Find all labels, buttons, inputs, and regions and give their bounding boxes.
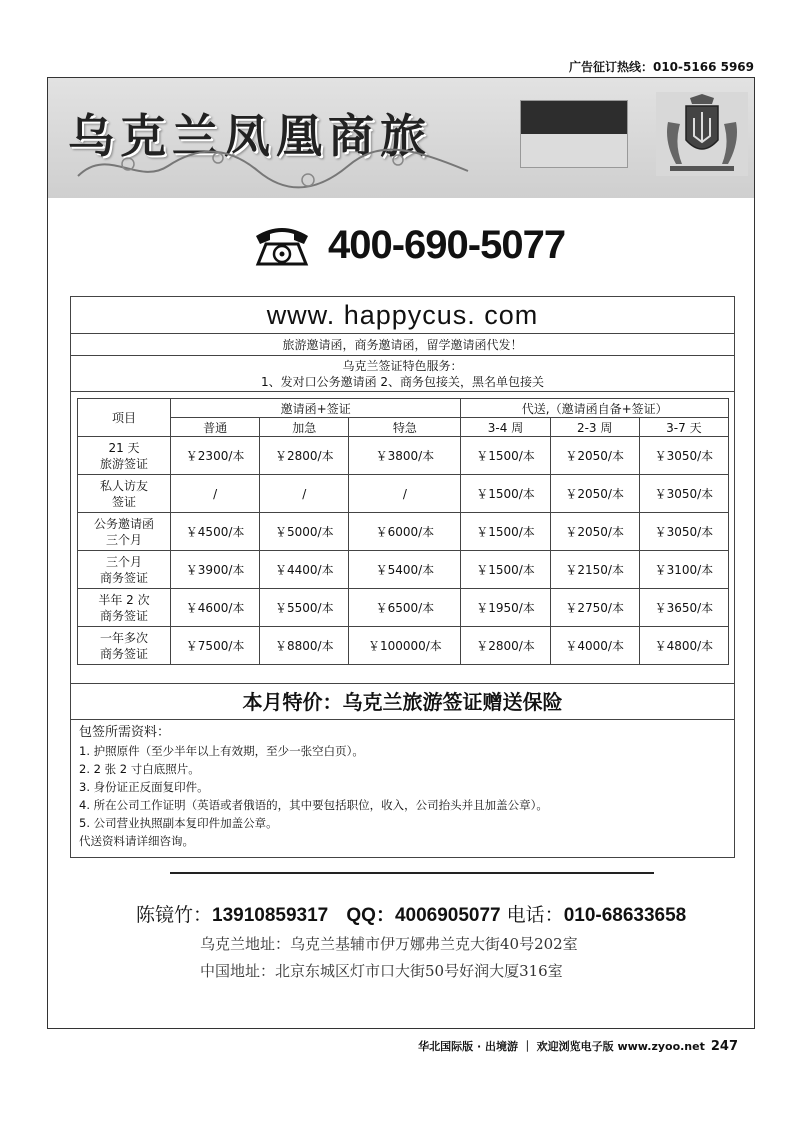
price-cell: ￥6000/本 — [349, 513, 461, 551]
price-cell: ￥3050/本 — [639, 475, 728, 513]
table-subheader: 3-7 天 — [639, 418, 728, 437]
features-items: 1、发对口公务邀请函 2、商务包接关，黑名单包接关 — [260, 375, 545, 389]
table-header-group-delivery: 代送,（邀请函自备+签证） — [461, 399, 729, 418]
special-offer: 本月特价：乌克兰旅游签证赠送保险 — [71, 684, 734, 720]
docs-item: 3. 身份证正反面复印件。 — [79, 780, 209, 794]
price-cell: ￥3050/本 — [639, 437, 728, 475]
price-cell: / — [260, 475, 349, 513]
row-label: 三个月 商务签证 — [78, 551, 171, 589]
table-row — [78, 589, 729, 627]
table-subheader: 加急 — [260, 418, 349, 437]
price-cell: ￥6500/本 — [349, 589, 461, 627]
price-cell: ￥1500/本 — [461, 513, 550, 551]
price-table-wrap — [71, 392, 734, 684]
table-row — [78, 627, 729, 665]
docs-item: 4. 所在公司工作证明（英语或者俄语的，其中要包括职位，收入，公司抬头并且加盖公章）。 — [79, 798, 548, 812]
price-cell: ￥1500/本 — [461, 551, 550, 589]
table-row — [78, 475, 729, 513]
row-label: 21 天 旅游签证 — [78, 437, 171, 475]
info-box — [70, 296, 735, 858]
row-label: 半年 2 次 商务签证 — [78, 589, 171, 627]
banner-title: 乌克兰凤凰商旅 — [68, 109, 432, 163]
price-cell: ￥4000/本 — [550, 627, 639, 665]
table-subheader: 2-3 周 — [550, 418, 639, 437]
price-cell: ￥2050/本 — [550, 513, 639, 551]
price-cell: ￥5500/本 — [260, 589, 349, 627]
price-cell: ￥3100/本 — [639, 551, 728, 589]
contact-line — [136, 900, 686, 927]
hotline-number[interactable]: 400-690-5077 — [328, 222, 566, 267]
footer-text: 华北国际版 · 出境游 ｜ 欢迎浏览电子版 www.zyoo.net — [418, 1040, 705, 1053]
page-footer — [418, 1038, 738, 1054]
price-cell: ￥1500/本 — [461, 475, 550, 513]
price-cell: ￥3800/本 — [349, 437, 461, 475]
flourish-ornament-icon — [68, 136, 488, 196]
price-cell: ￥2300/本 — [171, 437, 260, 475]
row-label: 私人访友 签证 — [78, 475, 171, 513]
china-address: 中国地址：北京东城区灯市口大街50号好润大厦316室 — [200, 962, 563, 980]
contact-qq[interactable]: 4006905077 — [394, 905, 501, 926]
price-cell: / — [349, 475, 461, 513]
website-url[interactable]: www. happycus. com — [71, 297, 734, 334]
price-cell: ￥3650/本 — [639, 589, 728, 627]
table-subheader: 普通 — [171, 418, 260, 437]
price-cell: ￥2800/本 — [260, 437, 349, 475]
price-cell: ￥8800/本 — [260, 627, 349, 665]
telephone-icon — [252, 222, 312, 268]
table-subheader: 特急 — [349, 418, 461, 437]
row-label: 一年多次 商务签证 — [78, 627, 171, 665]
price-cell: ￥1950/本 — [461, 589, 550, 627]
coat-of-arms-icon — [656, 92, 748, 176]
price-cell: ￥4400/本 — [260, 551, 349, 589]
services-line: 旅游邀请函，商务邀请函，留学邀请函代发！ — [71, 334, 734, 356]
price-cell: ￥5000/本 — [260, 513, 349, 551]
price-cell: ￥2050/本 — [550, 437, 639, 475]
docs-item: 2. 2 张 2 寸白底照片。 — [79, 762, 200, 776]
features-block — [71, 356, 734, 392]
contact-tel[interactable]: 010-68633658 — [563, 905, 687, 926]
price-cell: ￥7500/本 — [171, 627, 260, 665]
price-cell: ￥4800/本 — [639, 627, 728, 665]
table-row — [78, 513, 729, 551]
ad-hotline: 广告征订热线：010-5166 5969 — [568, 60, 754, 74]
docs-item: 代送资料请详细咨询。 — [79, 834, 194, 848]
price-cell: ￥5400/本 — [349, 551, 461, 589]
price-table — [77, 398, 729, 665]
contact-qq-label: QQ： — [346, 905, 395, 926]
price-cell: ￥4500/本 — [171, 513, 260, 551]
page-number: 247 — [710, 1039, 738, 1054]
contact-name-label: 陈镜竹： — [136, 904, 213, 926]
price-cell: ￥100000/本 — [349, 627, 461, 665]
divider-line — [170, 872, 654, 874]
contact-mobile[interactable]: 13910859317 — [212, 905, 329, 926]
ukraine-flag-icon — [520, 100, 628, 168]
docs-item: 1. 护照原件（至少半年以上有效期，至少一张空白页）。 — [79, 744, 364, 758]
row-label: 公务邀请函 三个月 — [78, 513, 171, 551]
price-cell: ￥2150/本 — [550, 551, 639, 589]
table-subheader: 3-4 周 — [461, 418, 550, 437]
table-row — [78, 551, 729, 589]
price-cell: ￥2750/本 — [550, 589, 639, 627]
ukraine-address: 乌克兰地址：乌克兰基辅市伊万娜弗兰克大街40号202室 — [200, 935, 578, 953]
table-header-item: 项目 — [78, 399, 171, 437]
price-cell: ￥3050/本 — [639, 513, 728, 551]
table-header-group-invitation: 邀请函+签证 — [171, 399, 461, 418]
price-cell: ￥1500/本 — [461, 437, 550, 475]
price-cell: ￥3900/本 — [171, 551, 260, 589]
price-cell: ￥2800/本 — [461, 627, 550, 665]
required-docs — [71, 720, 734, 854]
docs-item: 5. 公司营业执照副本复印件加盖公章。 — [79, 816, 278, 830]
price-cell: / — [171, 475, 260, 513]
price-cell: ￥4600/本 — [171, 589, 260, 627]
price-cell: ￥2050/本 — [550, 475, 639, 513]
phone-row — [252, 222, 565, 268]
table-row — [78, 437, 729, 475]
docs-title: 包签所需资料： — [79, 725, 171, 740]
contact-tel-label: 电话： — [506, 904, 564, 926]
features-title: 乌克兰签证特色服务： — [342, 359, 463, 373]
banner — [48, 78, 754, 198]
